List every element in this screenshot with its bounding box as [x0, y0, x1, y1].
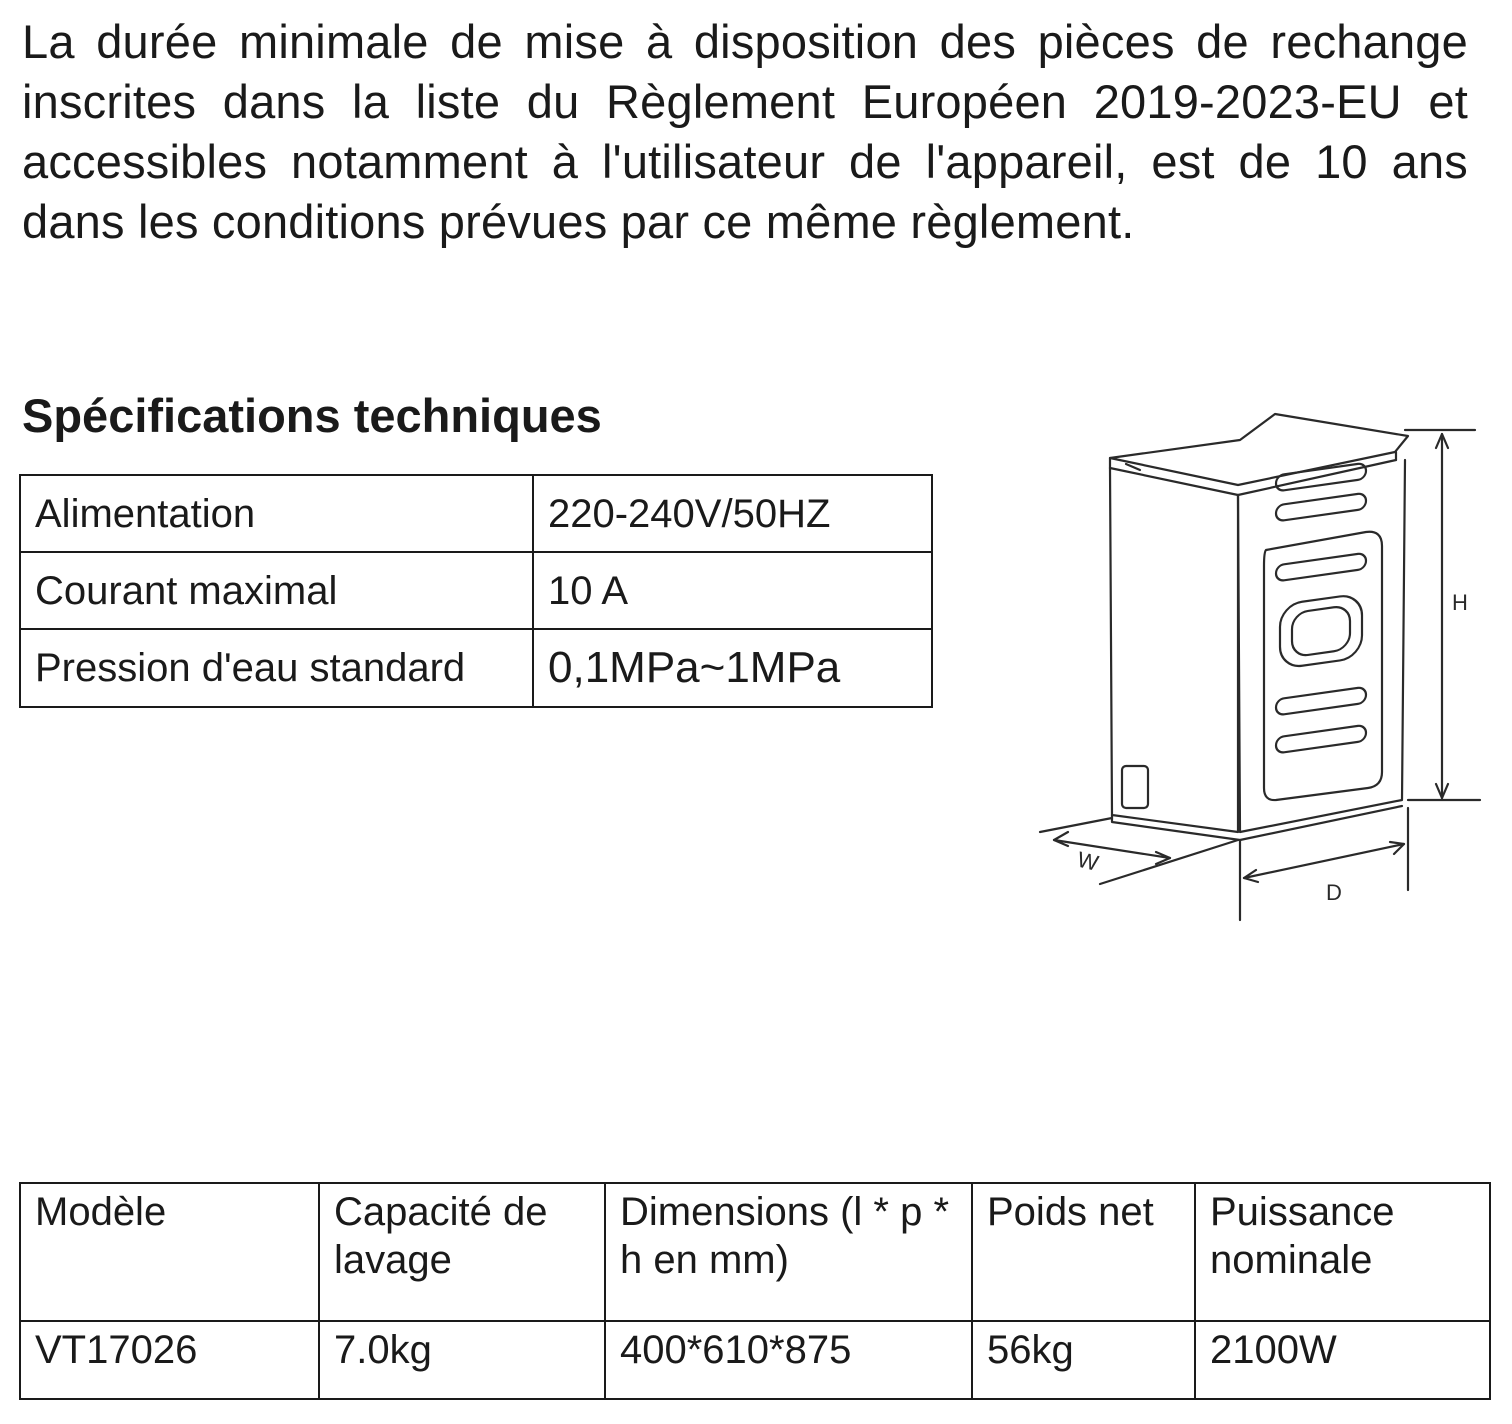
washing-machine-diagram — [1030, 400, 1490, 930]
intro-paragraph: La durée minimale de mise à disposition des pièces de rechange inscrites dans la liste du Règlement Européen 2019-2023-EU et accessibles notamment à l'utilisateur de l'appareil, est de 10 ans dans les conditions prévues par ce même règlement. — [22, 15, 1468, 248]
height-dimension — [1405, 430, 1480, 800]
vent-slot — [1276, 493, 1366, 522]
cell-model: VT17026 — [20, 1321, 319, 1399]
spec-label: Courant maximal — [20, 552, 533, 629]
spec-row-water-pressure — [20, 629, 932, 707]
spec-row-power-supply — [20, 475, 932, 552]
model-table-header — [20, 1183, 1490, 1321]
header-capacity: Capacité de lavage — [319, 1183, 605, 1321]
cell-weight: 56kg — [972, 1321, 1195, 1399]
filter-door — [1122, 766, 1148, 808]
spec-value: 0,1MPa~1MPa — [533, 629, 932, 707]
header-dimensions: Dimensions (l * p * h en mm) — [605, 1183, 972, 1321]
cell-dimensions: 400*610*875 — [605, 1321, 972, 1399]
height-label: H — [1452, 590, 1468, 615]
section-title: Spécifications techniques — [22, 389, 602, 442]
spec-label: Alimentation — [20, 475, 533, 552]
spec-value: 220-240V/50HZ — [533, 475, 932, 552]
width-label: W — [1074, 846, 1101, 876]
machine-front — [1110, 468, 1238, 832]
depth-dimension — [1240, 808, 1408, 920]
spec-label: Pression d'eau standard — [20, 629, 533, 707]
spec-table — [19, 474, 933, 708]
model-table — [19, 1182, 1491, 1400]
header-weight: Poids net — [972, 1183, 1195, 1321]
header-model: Modèle — [20, 1183, 319, 1321]
vent-slot — [1276, 553, 1366, 582]
table-row — [20, 1321, 1490, 1399]
cell-power: 2100W — [1195, 1321, 1490, 1399]
vent-slot — [1276, 725, 1366, 754]
depth-label: D — [1326, 880, 1342, 905]
header-power: Puissance nominale — [1195, 1183, 1490, 1321]
vent-slot — [1276, 687, 1366, 716]
side-panel — [1264, 532, 1382, 800]
cell-capacity: 7.0kg — [319, 1321, 605, 1399]
spec-value: 10 A — [533, 552, 932, 629]
machine-lid — [1110, 414, 1408, 485]
spec-row-max-current — [20, 552, 932, 629]
